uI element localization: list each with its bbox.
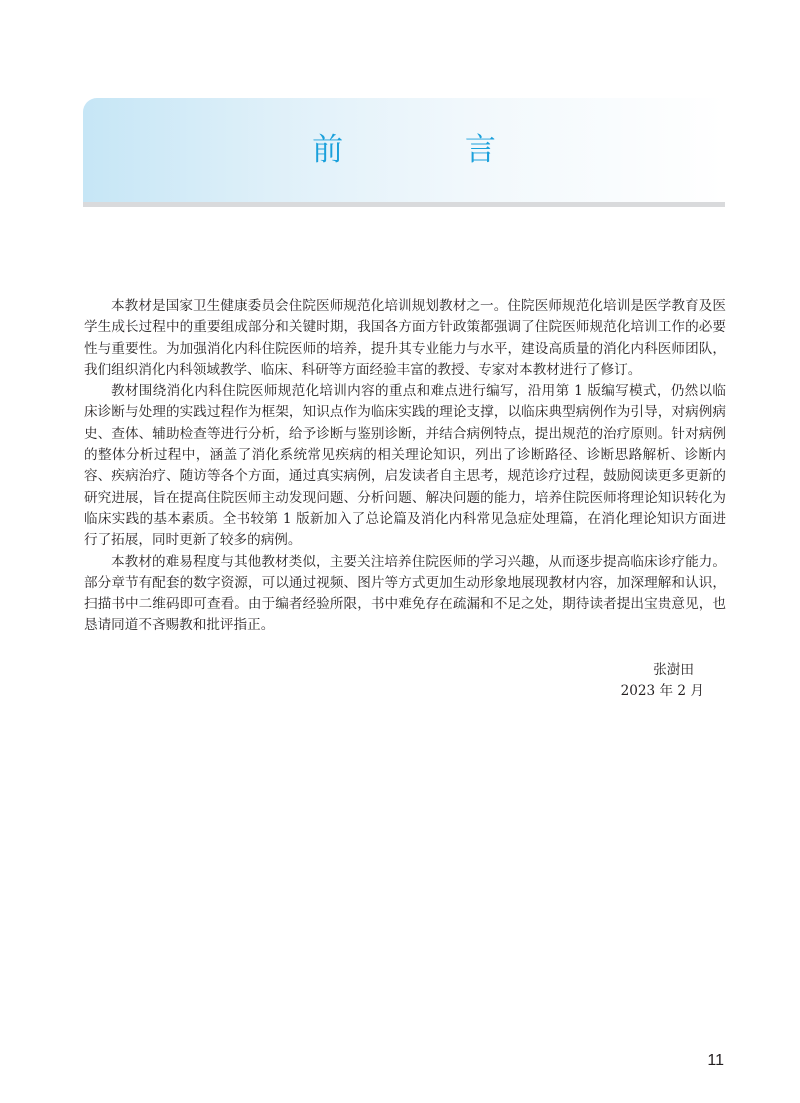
- preface-paragraph-3: 本教材的难易程度与其他教材类似，主要关注培养住院医师的学习兴趣，从而逐步提高临床诊疗能力。部分章节有配套的数字资源，可以通过视频、图片等方式更加生动形象地展现教材内容，加深理解和认识，扫描书中二维码即可查看。由于编者经验所限，书中难免存在疏漏和不足之处，期待读者提出宝贵意见，也恳请同道不吝赐教和批评指正。: [84, 553, 726, 634]
- title-underline: [83, 202, 725, 207]
- preface-body: [84, 296, 726, 637]
- preface-paragraph-2: 教材围绕消化内科住院医师规范化培训内容的重点和难点进行编写，沿用第 1 版编写模式，仍然以临床诊断与处理的实践过程作为框架，知识点作为临床实践的理论支撑，以临床典型病例作为引导，对病例病史、查体、辅助检查等进行分析，给予诊断与鉴别诊断，并结合病例特点，提出规范的治疗原则。针对病例的整体分析过程中，涵盖了消化系统常见疾病的相关理论知识，列出了诊断路径、诊断思路解析、诊断内容、疾病治疗、随访等各个方面，通过真实病例，启发读者自主思考，规范诊疗过程，鼓励阅读更多更新的研究进展，旨在提高住院医师主动发现问题、分析问题、解决问题的能力，培养住院医师将理论知识转化为临床实践的基本素质。全书较第 1 版新加入了总论篇及消化内科常见急症处理篇，在消化理论知识方面进行了拓展，同时更新了较多的病例。: [84, 383, 726, 549]
- page-number: 11: [707, 1052, 724, 1069]
- signature-block: [621, 660, 704, 702]
- page-title: 前 言: [312, 132, 552, 168]
- author-name: 张澍田: [653, 662, 694, 678]
- preface-paragraph-1: 本教材是国家卫生健康委员会住院医师规范化培训规划教材之一。住院医师规范化培训是医学教育及医学生成长过程中的重要组成部分和关键时期，我国各方面方针政策都强调了住院医师规范化培训工作的必要性与重要性。为加强消化内科住院医师的培养，提升其专业能力与水平，建设高质量的消化内科医师团队，我们组织消化内科领域教学、临床、科研等方面经验丰富的教授、专家对本教材进行了修订。: [84, 298, 726, 378]
- signature-date: 2023 年 2 月: [620, 683, 704, 699]
